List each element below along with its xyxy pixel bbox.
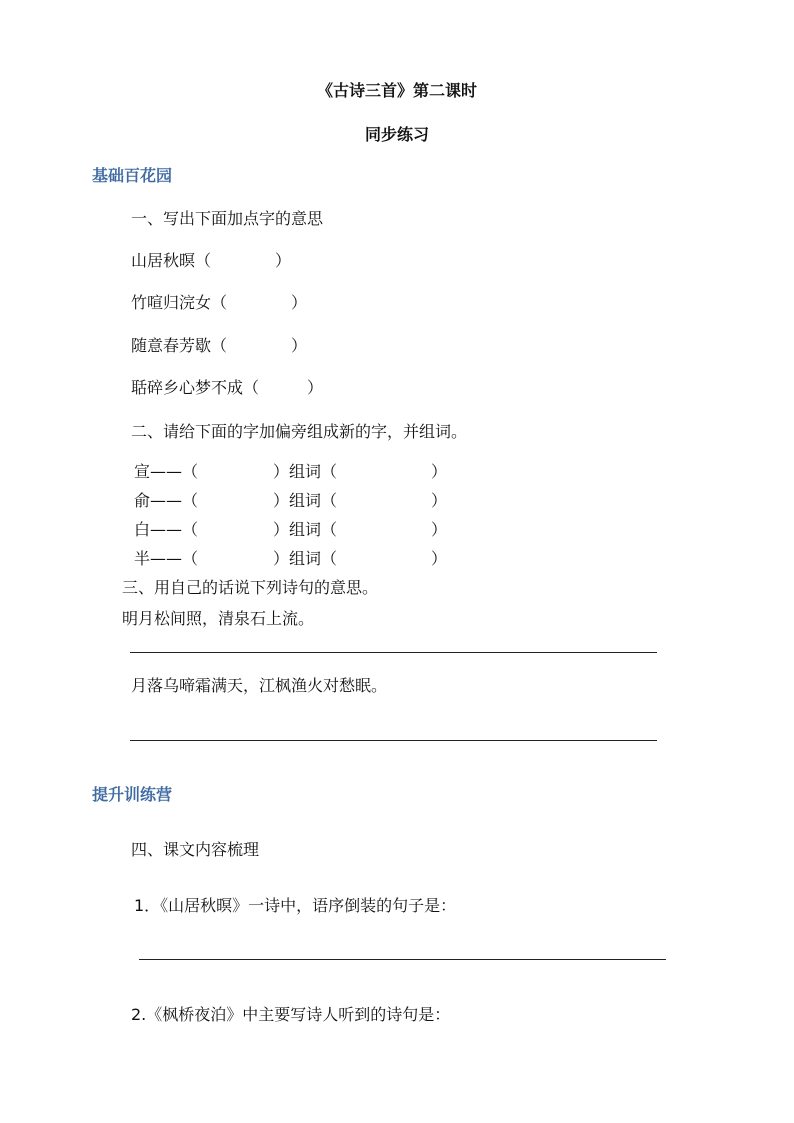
question-1-item: 竹喧归浣女（ ） <box>131 293 308 312</box>
page-title: 《古诗三首》第二课时 <box>316 81 477 100</box>
question-1-item: 山居秋暝（ ） <box>131 251 292 270</box>
poem-line: 月落乌啼霜满天，江枫渔火对愁眠。 <box>131 676 388 695</box>
page-subtitle: 同步练习 <box>364 125 429 144</box>
question-1-item: 随意春芳歇（ ） <box>131 336 308 355</box>
word-label: ）组词（ <box>273 520 338 539</box>
section-heading-basic: 基础百花园 <box>92 166 173 185</box>
bracket-close: ） <box>431 549 448 568</box>
question-2-heading: 二、请给下面的字加偏旁组成新的字，并组词。 <box>131 422 468 441</box>
question-1-heading: 一、写出下面加点字的意思 <box>131 209 324 228</box>
radical-char: 俞——（ <box>134 491 199 510</box>
answer-line <box>139 959 666 960</box>
question-4-item: 1．《山居秋暝》一诗中，语序倒装的句子是： <box>134 896 457 915</box>
word-label: ）组词（ <box>273 549 338 568</box>
section-heading-advanced: 提升训练营 <box>92 785 173 804</box>
question-4-item: 2.《枫桥夜泊》中主要写诗人听到的诗句是： <box>131 1005 451 1024</box>
bracket-close: ） <box>431 491 448 510</box>
bracket-close: ） <box>431 462 448 481</box>
answer-line <box>130 740 657 741</box>
radical-char: 宣——（ <box>134 462 199 481</box>
poem-line: 明月松间照，清泉石上流。 <box>122 609 315 628</box>
question-1-item: 聒碎乡心梦不成（ ） <box>131 378 324 397</box>
radical-char: 白——（ <box>134 520 199 539</box>
radical-char: 半——（ <box>134 549 199 568</box>
bracket-close: ） <box>431 520 448 539</box>
word-label: ）组词（ <box>273 491 338 510</box>
question-4-heading: 四、课文内容梳理 <box>131 840 260 859</box>
answer-line <box>130 652 657 653</box>
question-3-heading: 三、用自己的话说下列诗句的意思。 <box>122 578 379 597</box>
word-label: ）组词（ <box>273 462 338 481</box>
